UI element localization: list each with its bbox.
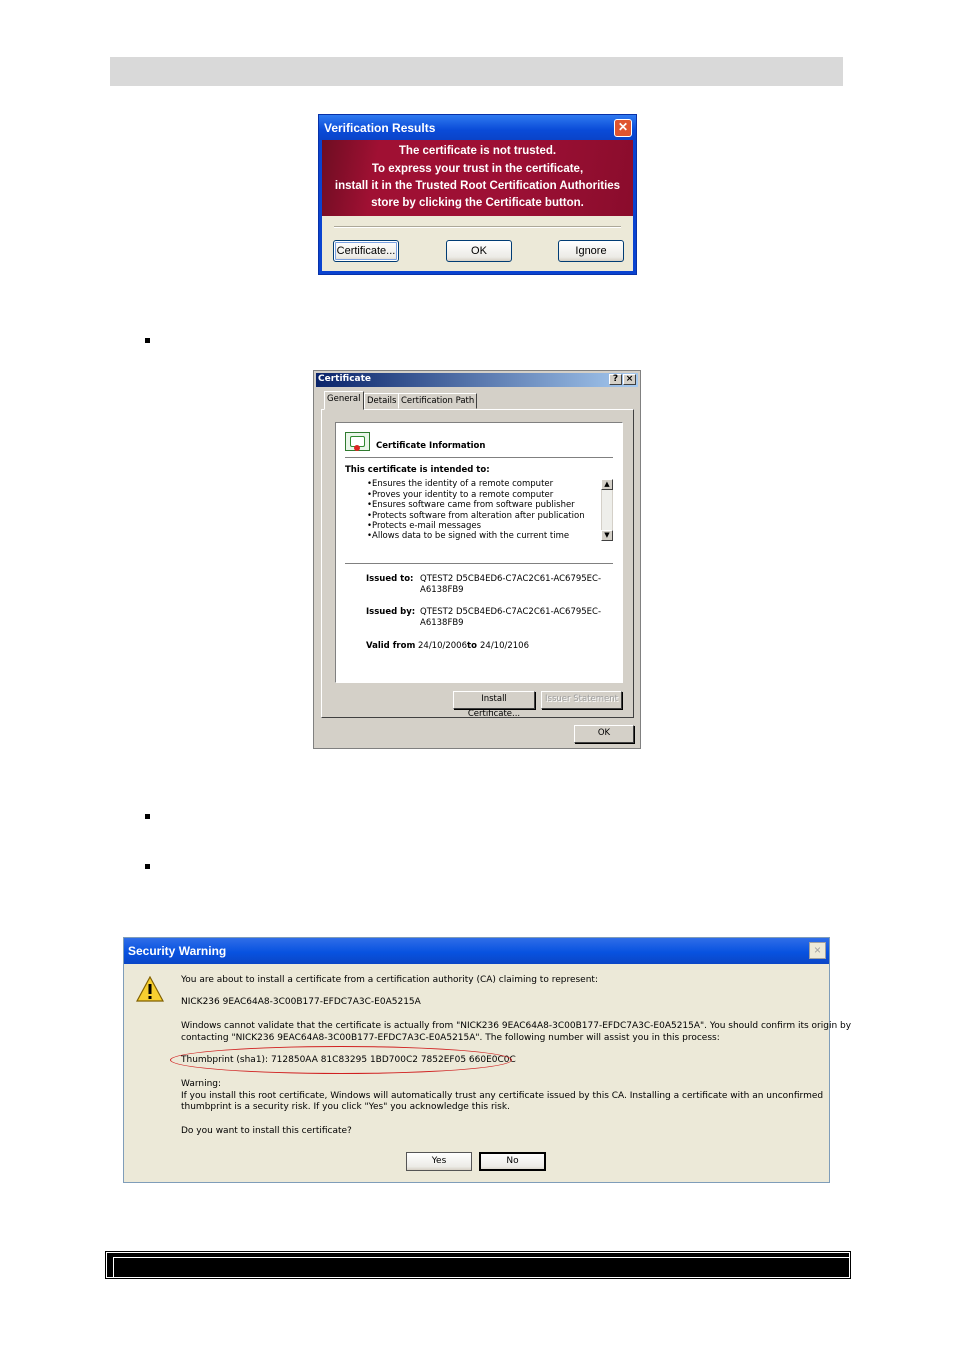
- purpose-item: •Allows data to be signed with the current time: [367, 531, 570, 541]
- bullet: [145, 814, 150, 819]
- title-bar: [319, 115, 636, 140]
- yes-button[interactable]: Yes: [406, 1152, 472, 1171]
- validation-text: contacting "NICK236 9EAC64A8-3C00B177-EFDC7A3C-E0A5215A". The following number will assist you in this process:: [181, 1033, 720, 1043]
- page-footer-bar: [106, 1252, 850, 1278]
- banner-line: To express your trust in the certificate,: [371, 163, 584, 175]
- highlight-oval: [170, 1046, 512, 1074]
- scroll-up-icon[interactable]: ▲: [601, 479, 613, 490]
- validation-text: Windows cannot validate that the certificate is actually from "NICK236 9EAC64A8-3C00B177-EFDC7A3C-E0A5215A". You should confirm its origin by: [181, 1021, 852, 1031]
- warning-text: If you install this root certificate, Windows will automatically trust any certificate issued by this CA. Installing a certificate with an unconfirmed: [181, 1091, 824, 1101]
- tab-panel: [321, 409, 634, 718]
- bullet: [145, 338, 150, 343]
- dialog-title: Certificate: [318, 374, 372, 384]
- purpose-item: •Proves your identity to a remote computer: [367, 490, 554, 500]
- verification-results-dialog: [318, 114, 637, 275]
- no-button[interactable]: No: [479, 1152, 546, 1171]
- certificate-button[interactable]: Certificate...: [333, 240, 399, 262]
- intended-label: This certificate is intended to:: [345, 465, 490, 475]
- bullet: [145, 864, 150, 869]
- issued-to-value: QTEST2 D5CB4ED6-C7AC2C61-AC6795EC-: [420, 574, 602, 584]
- purpose-item: •Protects e-mail messages: [367, 521, 482, 531]
- purpose-item: •Protects software from alteration after publication: [367, 511, 585, 521]
- warning-icon: [136, 976, 164, 1002]
- tab-general[interactable]: General: [324, 391, 364, 410]
- thumbprint: Thumbprint (sha1): 712850AA 81C83295 1BD700C2 7852EF05 660E0C0C: [181, 1055, 516, 1065]
- warning-banner: [322, 140, 633, 216]
- tab-certification-path[interactable]: Certification Path: [398, 393, 477, 409]
- certificate-info-heading: Certificate Information: [376, 441, 486, 451]
- scroll-down-icon[interactable]: ▼: [601, 530, 613, 541]
- banner-line: store by clicking the Certificate button.: [371, 197, 584, 209]
- issued-to-value: A6138FB9: [420, 585, 464, 595]
- banner-line: install it in the Trusted Root Certification Authorities: [334, 180, 621, 192]
- help-button[interactable]: ?: [609, 374, 622, 385]
- issued-to-label: Issued to:: [366, 574, 414, 584]
- purpose-item: •Ensures software came from software publisher: [367, 500, 575, 510]
- question-text: Do you want to install this certificate?: [181, 1126, 352, 1136]
- warning-text: thumbprint is a security risk. If you click "Yes" you acknowledge this risk.: [181, 1102, 510, 1112]
- close-button[interactable]: ×: [623, 374, 636, 385]
- valid-to-value: 24/10/2106: [480, 641, 529, 651]
- banner-line: The certificate is not trusted.: [398, 145, 557, 157]
- certificate-icon: [345, 432, 370, 451]
- page-header-bar: [110, 57, 843, 86]
- ok-button[interactable]: OK: [446, 240, 512, 262]
- security-warning-dialog: [123, 937, 852, 1183]
- valid-to-label: to: [467, 641, 477, 651]
- valid-from-value: 24/10/2006: [418, 641, 467, 651]
- close-button[interactable]: ×: [809, 942, 826, 959]
- tab-details[interactable]: Details: [364, 393, 399, 409]
- title-bar: [124, 938, 829, 964]
- valid-from-label: Valid from: [366, 641, 416, 651]
- warning-label: Warning:: [181, 1079, 222, 1089]
- install-certificate-button[interactable]: Install Certificate...: [453, 691, 535, 709]
- issued-by-label: Issued by:: [366, 607, 416, 617]
- issued-by-value: QTEST2 D5CB4ED6-C7AC2C61-AC6795EC-: [420, 607, 602, 617]
- dialog-body: [322, 140, 633, 271]
- ca-name: NICK236 9EAC64A8-3C00B177-EFDC7A3C-E0A5215A: [181, 997, 421, 1007]
- certificate-dialog: [313, 370, 641, 749]
- close-button[interactable]: ✕: [614, 119, 632, 137]
- purpose-item: •Ensures the identity of a remote computer: [367, 479, 554, 489]
- ignore-button[interactable]: Ignore: [558, 240, 624, 262]
- dialog-title: Verification Results: [324, 121, 436, 135]
- issued-by-value: A6138FB9: [420, 618, 464, 628]
- separator: [334, 226, 621, 228]
- dialog-title: Security Warning: [128, 944, 227, 958]
- scrollbar[interactable]: [601, 479, 613, 541]
- ok-button[interactable]: OK: [574, 725, 634, 743]
- divider: [345, 457, 613, 458]
- issuer-statement-button[interactable]: Issuer Statement: [541, 691, 622, 709]
- intro-text: You are about to install a certificate from a certification authority (CA) claiming to represent:: [181, 975, 598, 985]
- title-bar: [316, 373, 638, 387]
- certificate-info-box: [335, 422, 623, 683]
- divider: [345, 563, 613, 564]
